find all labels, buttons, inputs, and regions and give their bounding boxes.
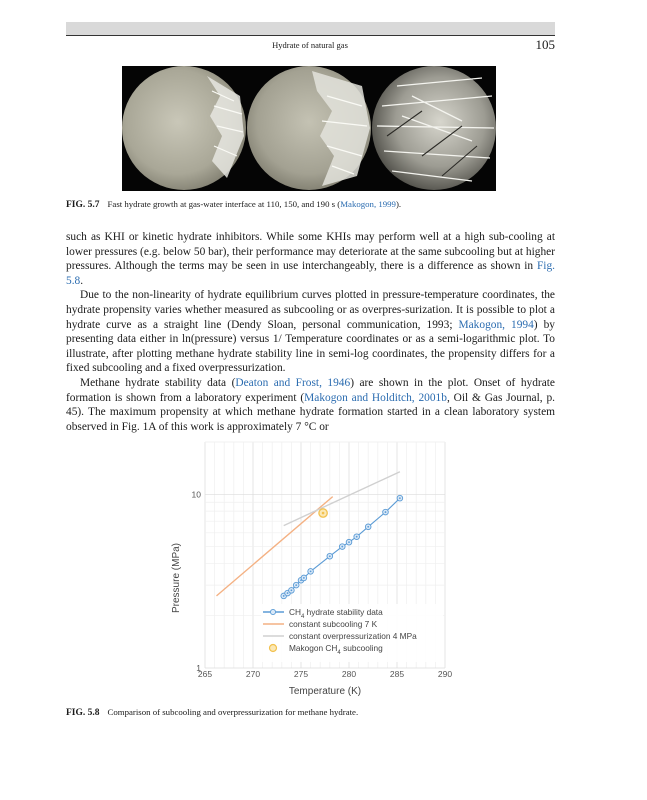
paragraph-1-text: such as KHI or kinetic hydrate inhibitors. While some KHIs may perform well at a high sub-cooling at lower pressures (e.g. below 50 bar), their performance may deteriorate at the same subcooling but at higher pressures. Although the terms may be seen in use interchangeably, there is a difference as shown in [66, 231, 555, 273]
paragraph-2-text-b: ) by presenting data either in ln(pressure) versus 1/ Temperature coordinates or as a semi-logarithmic plot. To illustrate, after plotting methane hydrate stability line in semi-log coordinates, the propensity differs for a fixed subcooling and a fixed overpressurization. [66, 318, 555, 375]
chart-series [217, 472, 403, 599]
data-point-makogon-center [322, 512, 325, 515]
data-point-ch4-center [291, 589, 293, 591]
legend-swatch-3 [270, 645, 277, 652]
figure-link-5-8[interactable]: Fig. 5.8 [66, 260, 555, 287]
citation-link-makogon-1994[interactable]: Makogon, 1994 [458, 318, 534, 331]
data-point-ch4-center [367, 526, 369, 528]
chart-x-axis-label: Temperature (K) [288, 686, 362, 697]
figure-5-8-label: FIG. 5.8 [66, 708, 100, 718]
x-tick-label: 270 [245, 669, 261, 679]
data-point-ch4-center [341, 546, 343, 548]
paragraph-3-text-b: ) are shown in the plot. Onset of hydrate formation is shown from a laboratory experiment ( [66, 376, 555, 404]
figure-5-7-caption-end: ). [395, 199, 402, 209]
chart-y-axis-label: Pressure (MPa) [171, 542, 182, 614]
x-tick-label: 290 [437, 669, 453, 679]
figure-5-8-caption [66, 707, 358, 718]
figure-5-7-caption [66, 199, 401, 210]
data-point-ch4-center [348, 541, 350, 543]
legend-entry-0: $CH_4$ hydrate stability data [289, 607, 383, 620]
figure-5-7-caption-text: Fast hydrate growth at gas-water interface at 110, 150, and 190 s ( [107, 199, 341, 209]
header-rule [66, 35, 555, 36]
data-point-ch4-center [356, 536, 358, 538]
photo-frame-190s [372, 66, 496, 190]
data-point-ch4-center [283, 595, 285, 597]
chart-legend [261, 604, 443, 662]
figure-5-8-caption-text: Comparison of subcooling and overpressurization for methane hydrate. [107, 707, 359, 717]
citation-link-makogon-holditch[interactable]: Makogon and Holditch, 2001b [304, 391, 447, 404]
paragraph-3-text-a: Methane hydrate stability data ( [80, 376, 236, 389]
legend-entry-2: constant overpressurization 4 MPa [289, 631, 417, 641]
paragraph-3-text-c: , Oil & Gas Journal, p. 45). The maximum propensity at which methane hydrate formation started in a clean laboratory system observed in Fig. 1A of this work is approximately 7 °C or [66, 391, 556, 433]
citation-link-makogon-1999[interactable]: Makogon, 1999 [340, 199, 396, 209]
page-number: 105 [535, 37, 555, 52]
data-point-ch4-center [385, 511, 387, 513]
paragraph-3 [66, 376, 555, 434]
photo-frame-150s [247, 66, 371, 190]
running-title: Hydrate of natural gas [272, 40, 348, 50]
paragraph-1 [66, 230, 555, 288]
paragraph-1-end: . [80, 274, 84, 287]
data-point-ch4-center [310, 570, 312, 572]
citation-link-deaton-frost[interactable]: Deaton and Frost, 1946 [235, 376, 351, 389]
x-tick-label: 275 [293, 669, 309, 679]
legend-swatch-marker-0 [270, 609, 275, 614]
data-point-ch4-center [399, 497, 401, 499]
legend-entry-3: Makogon $CH_4$ subcooling [289, 643, 383, 656]
figure-5-8-chart [165, 440, 465, 702]
y-tick-label: 1 [196, 663, 201, 673]
figure-5-7-label: FIG. 5.7 [66, 200, 100, 210]
x-tick-label: 285 [389, 669, 405, 679]
figure-5-7-image [122, 66, 496, 191]
data-point-ch4-center [329, 555, 331, 557]
paragraph-2-text-a: Due to the non-linearity of hydrate equilibrium curves plotted in pressure-temperature coordinates, the hydrate propensity varies whether measured as subcooling or as overpres-surization. It is possible to plot a hydrate curve as a straight line (Dendy Sloan, personal communication, 1993; [66, 289, 555, 331]
paragraph-2 [66, 288, 555, 376]
photo-frame-110s [122, 66, 246, 190]
body-text [66, 230, 555, 434]
data-point-ch4-center [303, 577, 305, 579]
data-point-ch4-center [295, 584, 297, 586]
header-bar [66, 22, 555, 35]
data-point-ch4-center [287, 592, 289, 594]
x-tick-label: 265 [197, 669, 213, 679]
x-tick-label: 280 [341, 669, 357, 679]
legend-entry-1: constant subcooling 7 K [289, 619, 378, 629]
y-tick-label: 10 [191, 489, 201, 500]
